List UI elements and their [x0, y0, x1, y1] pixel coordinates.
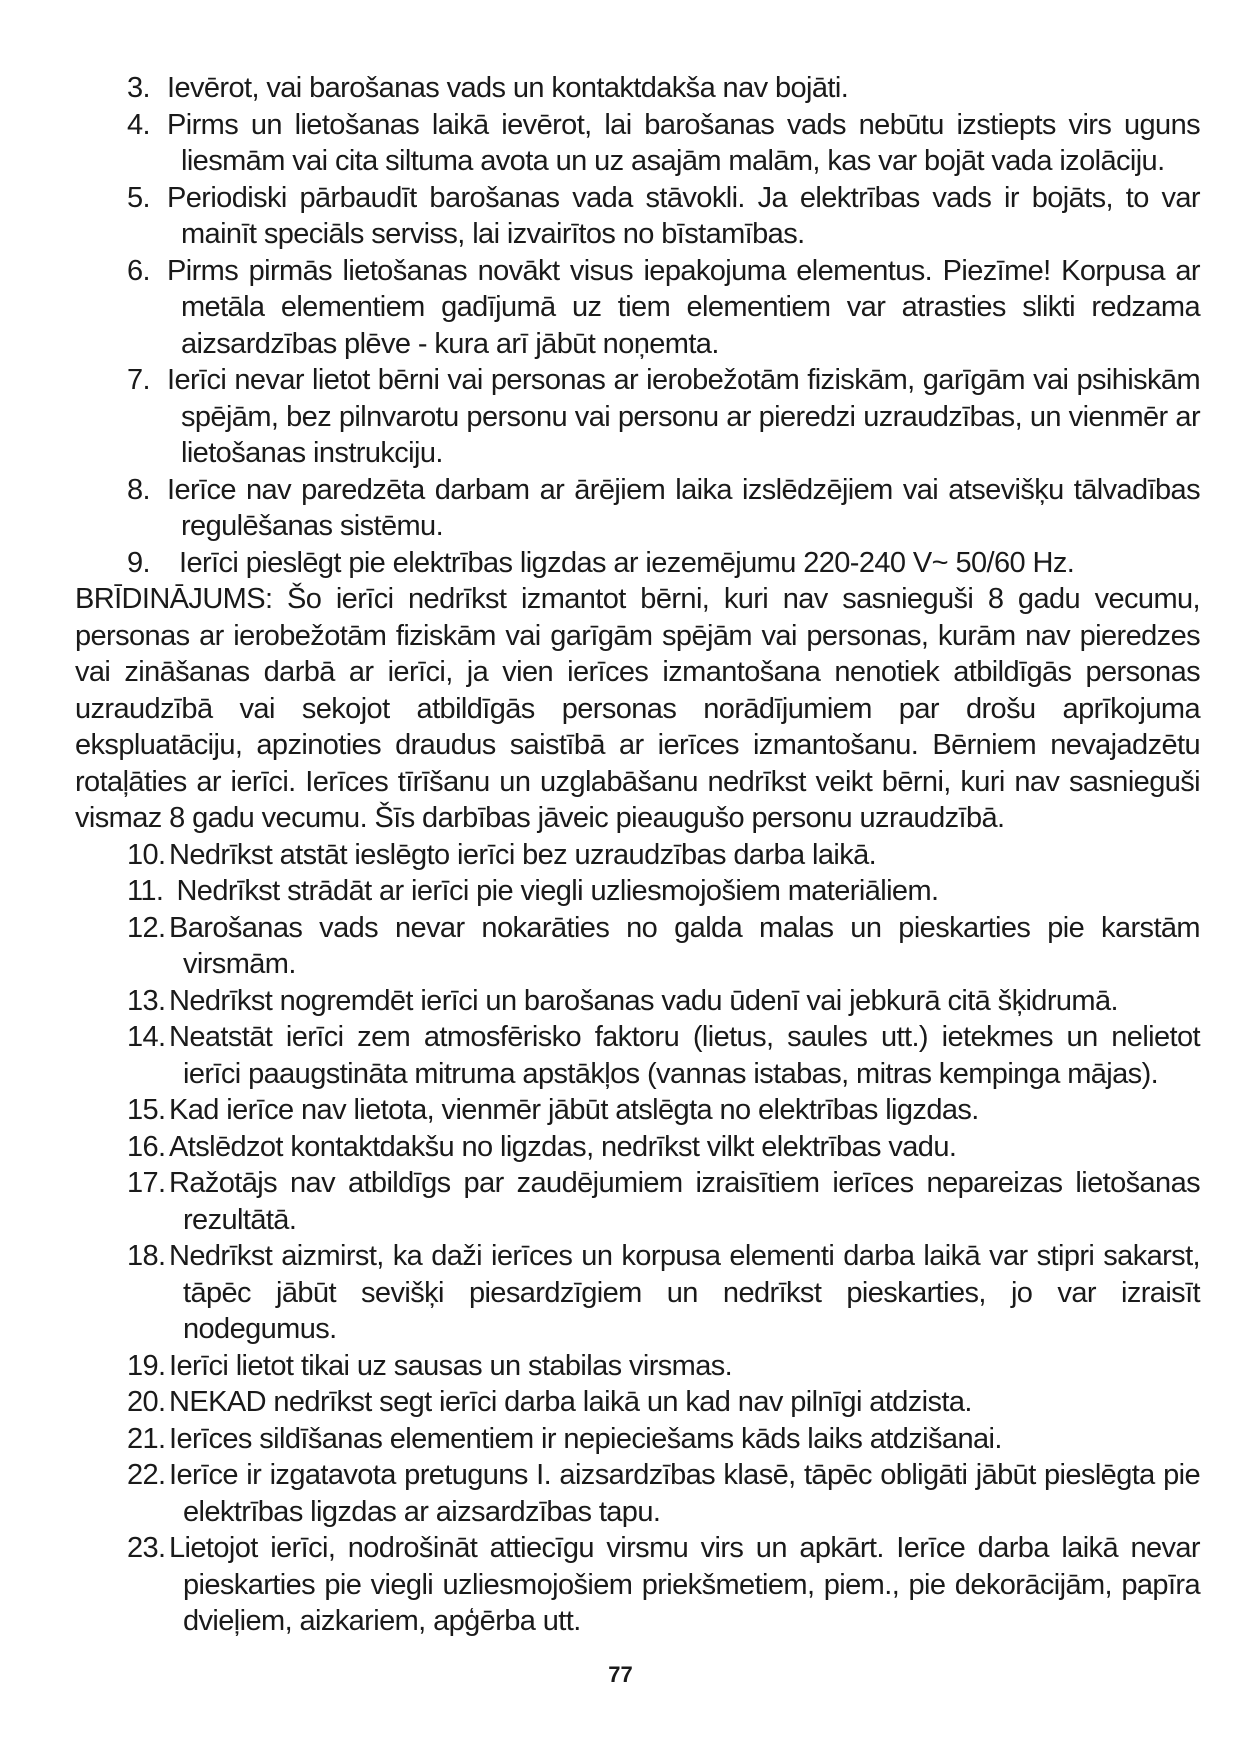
- list-text: Kad ierīce nav lietota, vienmēr jābūt atslēgta no elektrības ligzdas.: [169, 1094, 979, 1126]
- list-item-7: [75, 362, 1200, 472]
- list-number: 8.: [127, 473, 150, 506]
- list-text: Pirms un lietošanas laikā ievērot, lai barošanas vads nebūtu izstiepts virs uguns liesmām vai cita siltuma avota un uz asajām malām, kas var bojāt vada izolāciju.: [167, 108, 1200, 177]
- list-number: 13.: [127, 984, 166, 1017]
- list-item-19: [75, 1348, 1200, 1385]
- list-item-17: [75, 1165, 1200, 1238]
- list-item-23: [75, 1530, 1200, 1640]
- list-number: 22.: [127, 1459, 166, 1491]
- list-text: Nedrīkst nogremdēt ierīci un barošanas vadu ūdenī vai jebkurā citā šķidrumā.: [169, 984, 1118, 1017]
- list-text: Ražotājs nav atbildīgs par zaudējumiem izraisītiem ierīces nepareizas lietošanas rezultātā.: [169, 1167, 1200, 1236]
- list-item-5: [75, 180, 1200, 253]
- page-number: 77: [608, 1662, 633, 1687]
- list-text: Nedrīkst atstāt ieslēgto ierīci bez uzraudzības darba laikā.: [169, 838, 877, 871]
- list-number: 18.: [127, 1240, 166, 1272]
- list-text: Nedrīkst aizmirst, ka daži ierīces un korpusa elementi darba laikā var stipri sakarst, tāpēc jābūt sevišķi piesardzīgiem un nedrīkst pieskarties, jo var izraisīt nodegumus.: [169, 1240, 1200, 1345]
- list-text: Atslēdzot kontaktdakšu no ligzdas, nedrīkst vilkt elektrības vadu.: [169, 1130, 957, 1163]
- list-item-8: [75, 472, 1200, 545]
- document-body: [75, 70, 1200, 1640]
- list-text: Barošanas vads nevar nokarāties no galda malas un pieskarties pie karstām virsmām.: [169, 911, 1200, 980]
- list-item-12: [75, 910, 1200, 983]
- list-item-13: [75, 983, 1200, 1020]
- list-number: 3.: [127, 72, 150, 104]
- list-text: Lietojot ierīci, nodrošināt attiecīgu virsmu virs un apkārt. Ierīce darba laikā nevar pieskarties pie viegli uzliesmojošiem priekšmetiem, piem., pie dekorācijām, papīra dvieļiem, aizkariem, apģērba utt.: [169, 1532, 1200, 1637]
- list-number: 10.: [127, 838, 166, 871]
- list-text: Ierīce nav paredzēta darbam ar ārējiem laika izslēdzējiem vai atsevišķu tālvadības regulēšanas sistēmu.: [167, 473, 1200, 542]
- list-item-4: [75, 107, 1200, 180]
- list-number: 5.: [127, 181, 150, 214]
- list-text: Pirms pirmās lietošanas novākt visus iepakojuma elementus. Piezīme! Korpusa ar metāla elementiem gadījumā uz tiem elementiem var atrasties slikti redzama aizsardzības plēve - kura arī jābūt noņemta.: [167, 254, 1200, 360]
- list-text: Periodiski pārbaudīt barošanas vada stāvokli. Ja elektrības vads ir bojāts, to var mainīt speciāls serviss, lai izvairītos no bīstamības.: [167, 181, 1200, 250]
- list-text: Ierīci nevar lietot bērni vai personas ar ierobežotām fiziskām, garīgām vai psihiskām spējām, bez pilnvarotu personu vai personu ar pieredzi uzraudzības, un vienmēr ar lietošanas instrukciju.: [167, 364, 1200, 469]
- list-number: 4.: [127, 108, 150, 141]
- list-text: Ierīce ir izgatavota pretuguns I. aizsardzības klasē, tāpēc obligāti jābūt pieslēgta pie elektrības ligzdas ar aizsardzības tapu.: [169, 1459, 1200, 1528]
- list-item-3: [75, 70, 1200, 107]
- list-item-21: [75, 1421, 1200, 1458]
- list-text: Ierīces sildīšanas elementiem ir nepieciešams kāds laiks atdzišanai.: [169, 1422, 1002, 1455]
- list-item-6: [75, 253, 1200, 363]
- list-item-10: [75, 837, 1200, 874]
- list-number: 6.: [127, 254, 150, 287]
- list-text: NEKAD nedrīkst segt ierīci darba laikā un kad nav pilnīgi atdzista.: [169, 1386, 972, 1418]
- list-item-15: [75, 1092, 1200, 1129]
- list-item-11: [75, 873, 1200, 910]
- list-item-22: [75, 1457, 1200, 1530]
- list-number: 23.: [127, 1532, 166, 1564]
- list-number: 17.: [127, 1167, 166, 1199]
- list-text: Ierīci lietot tikai uz sausas un stabilas virsmas.: [169, 1349, 733, 1382]
- list-number: 16.: [127, 1130, 166, 1163]
- list-item-9: [75, 545, 1200, 582]
- list-number: 19.: [127, 1349, 166, 1382]
- list-number: 7.: [127, 364, 150, 396]
- list-item-14: [75, 1019, 1200, 1092]
- list-number: 12.: [127, 911, 166, 944]
- list-number: 11.: [127, 875, 164, 907]
- list-item-18: [75, 1238, 1200, 1348]
- list-item-20: [75, 1384, 1200, 1421]
- list-item-16: [75, 1129, 1200, 1166]
- list-number: 14.: [127, 1021, 166, 1053]
- list-number: 9.: [127, 546, 150, 579]
- list-text: Neatstāt ierīci zem atmosfērisko faktoru (lietus, saules utt.) ietekmes un nelietot ierīci paaugstināta mitruma apstākļos (vannas istabas, mitras kempinga mājas).: [169, 1021, 1200, 1090]
- list-number: 21.: [127, 1422, 166, 1455]
- list-number: 15.: [127, 1094, 166, 1126]
- list-number: 20.: [127, 1386, 166, 1418]
- list-text: Ievērot, vai barošanas vads un kontaktdakša nav bojāti.: [167, 72, 849, 104]
- list-text: Ierīci pieslēgt pie elektrības ligzdas ar iezemējumu 220-240 V~ 50/60 Hz.: [179, 546, 1075, 579]
- warning-paragraph: BRĪDINĀJUMS: Šo ierīci nedrīkst izmantot bērni, kuri nav sasnieguši 8 gadu vecumu, personas ar ierobežotām fiziskām vai garīgām spējām vai personas, kurām nav pieredzes vai zināšanas darbā ar ierīci, ja vien ierīces izmantošana nenotiek atbildīgās personas uzraudzībā vai sekojot atbildīgās personas norādījumiem par drošu aprīkojuma ekspluatāciju, apzinoties draudus saistībā ar ierīces izmantošanu. Bērniem nevajadzētu rotaļāties ar ierīci. Ierīces tīrīšanu un uzglabāšanu nedrīkst veikt bērni, kuri nav sasnieguši vismaz 8 gadu vecumu. Šīs darbības jāveic pieaugušo personu uzraudzībā.: [75, 583, 1200, 834]
- list-text: Nedrīkst strādāt ar ierīci pie viegli uzliesmojošiem materiāliem.: [169, 875, 939, 907]
